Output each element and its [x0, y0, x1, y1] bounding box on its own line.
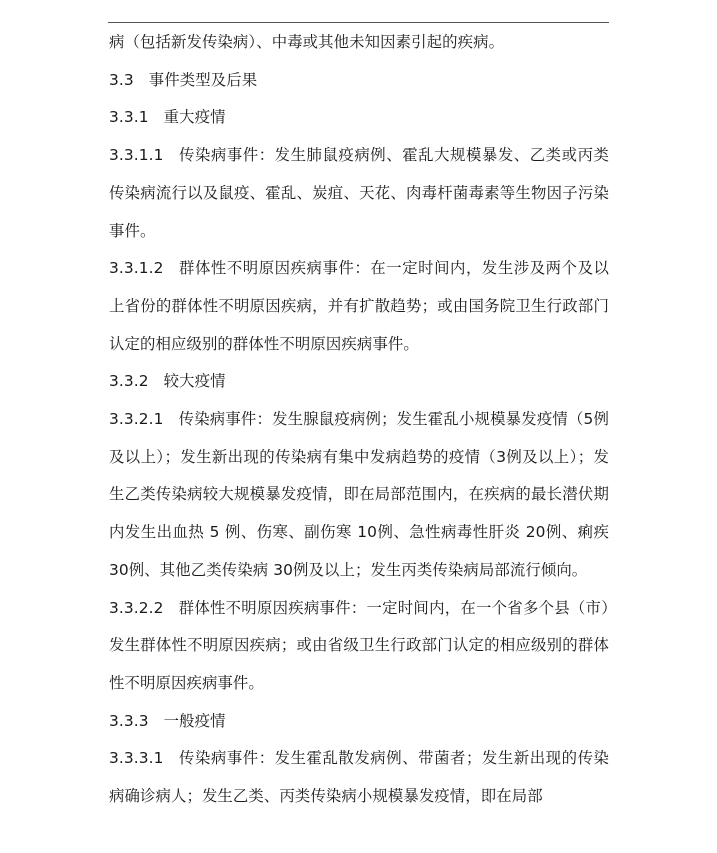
section-number: 3.3.2: [109, 372, 149, 391]
header-rule: [108, 22, 609, 23]
paragraph-continuation: [109, 24, 609, 62]
section-heading-3-3-2: [109, 363, 609, 401]
section-heading-3-3-3: [109, 703, 609, 741]
paragraph-text: 传染病事件：发生霍乱散发病例、带菌者；发生新出现的传染病确诊病人；发生乙类、丙类传染病小规模暴发疫情，即在局部: [109, 749, 609, 806]
paragraph-3-3-1-2: [109, 250, 609, 363]
paragraph-text: 群体性不明原因疾病事件：在一定时间内，发生涉及两个及以上省份的群体性不明原因疾病，并有扩散趋势；或由国务院卫生行政部门认定的相应级别的群体性不明原因疾病事件。: [109, 259, 609, 353]
clause-number: 3.3.1.1: [109, 146, 164, 165]
paragraph-3-3-3-1: [109, 740, 609, 815]
paragraph-text: 病（包括新发传染病）、中毒或其他未知因素引起的疾病。: [109, 33, 505, 51]
paragraph-3-3-1-1: [109, 137, 609, 250]
section-number: 3.3.1: [109, 108, 149, 127]
paragraph-text: 群体性不明原因疾病事件：一定时间内，在一个省多个县（市）发生群体性不明原因疾病；或由省级卫生行政部门认定的相应级别的群体性不明原因疾病事件。: [109, 598, 609, 692]
section-number: 3.3.3: [109, 711, 149, 730]
clause-number: 3.3.3.1: [109, 749, 164, 768]
section-title: 事件类型及后果: [148, 70, 258, 89]
clause-number: 3.3.2.1: [109, 410, 164, 429]
document-body: [109, 24, 609, 816]
paragraph-text: 传染病事件：发生肺鼠疫病例、霍乱大规模暴发、乙类或丙类传染病流行以及鼠疫、霍乱、炭疽、天花、肉毒杆菌毒素等生物因子污染事件。: [109, 146, 609, 240]
paragraph-text: 传染病事件：发生腺鼠疫病例；发生霍乱小规模暴发疫情（5例及以上）；发生新出现的传染病有集中发病趋势的疫情（3例及以上）；发生乙类传染病较大规模暴发疫情，即在局部范围内，在疾病的最长潜伏期内发生出血热 5 例、伤寒、副伤寒 10例、急性病毒性肝炎 20例、痢疾 30例、其他乙类传染病 30例及以上；发生丙类传染病局部流行倾向。: [109, 410, 609, 579]
section-heading-3-3-1: [109, 99, 609, 137]
paragraph-3-3-2-1: [109, 401, 609, 590]
section-title: 重大疫情: [163, 108, 226, 127]
clause-number: 3.3.1.2: [109, 259, 164, 278]
section-number: 3.3: [109, 70, 134, 89]
section-heading-3-3: [109, 62, 609, 100]
clause-number: 3.3.2.2: [109, 598, 164, 617]
paragraph-3-3-2-2: [109, 590, 609, 703]
section-title: 一般疫情: [163, 711, 226, 730]
section-title: 较大疫情: [163, 372, 226, 391]
